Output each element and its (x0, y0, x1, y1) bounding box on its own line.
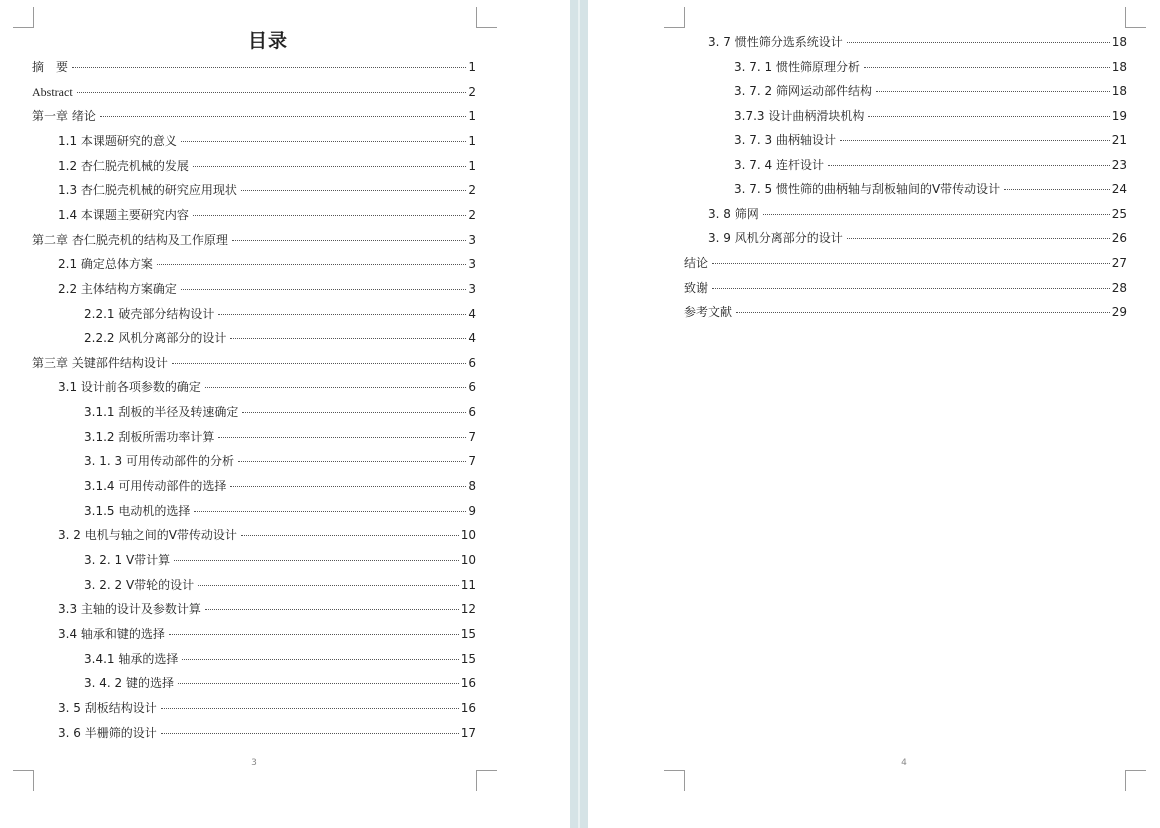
toc-entry-page-number: 1 (468, 60, 476, 74)
page-number: 3 (251, 758, 257, 768)
toc-dot-leader (847, 42, 1110, 43)
toc-entry[interactable] (58, 701, 476, 715)
toc-entry-page-number: 3 (468, 281, 476, 296)
toc-entry[interactable] (734, 60, 1127, 74)
toc-dot-leader (181, 141, 466, 142)
crop-mark-bottom-left (664, 770, 685, 791)
toc-entry-page-number: 18 (1111, 35, 1127, 49)
toc-entry[interactable] (58, 282, 476, 296)
toc-entry[interactable] (84, 331, 476, 345)
toc-entry[interactable] (84, 676, 476, 690)
toc-entry-label: 2.2.2 风机分离部分的设计 (84, 331, 227, 346)
toc-entry-page-number: 1 (468, 133, 476, 148)
toc-entry-page-number: 6 (468, 405, 476, 420)
toc-entry[interactable] (32, 233, 476, 247)
toc-dot-leader (161, 708, 459, 709)
toc-entry-page-number: 16 (460, 676, 476, 691)
toc-entry[interactable] (84, 405, 476, 419)
toc-entry-label: 3. 2 电机与轴之间的V带传动设计 (58, 528, 237, 543)
toc-entry-page-number: 9 (468, 503, 476, 518)
toc-entry-label: 第一章 绪论 (32, 109, 96, 124)
toc-entry[interactable] (708, 35, 1127, 49)
toc-entry-page-number: 17 (460, 725, 476, 740)
toc-entry-page-number: 12 (460, 602, 476, 617)
toc-dot-leader (242, 412, 466, 413)
toc-entry[interactable] (32, 109, 476, 123)
toc-entry[interactable] (84, 307, 476, 321)
toc-entry-label: 3. 7. 4 连杆设计 (734, 157, 824, 172)
toc-dot-leader (193, 166, 466, 167)
toc-entry-page-number: 2 (468, 207, 476, 222)
toc-entry[interactable] (58, 159, 476, 173)
toc-entry[interactable] (84, 504, 476, 518)
toc-entry[interactable] (684, 305, 1127, 319)
toc-dot-leader (241, 535, 459, 536)
toc-entry-label: 3. 2. 2 V带轮的设计 (84, 577, 195, 592)
toc-entry[interactable] (58, 183, 476, 197)
toc-entry-label: 3. 7. 2 筛网运动部件结构 (734, 84, 872, 99)
toc-entry[interactable] (84, 479, 476, 493)
toc-entry[interactable] (32, 60, 476, 74)
toc-entry-page-number: 16 (460, 700, 476, 715)
toc-entry-page-number: 6 (468, 380, 476, 395)
toc-entry[interactable] (708, 207, 1127, 221)
toc-entry-label: 3. 5 刮板结构设计 (58, 700, 157, 715)
toc-entry[interactable] (84, 454, 476, 468)
toc-entry[interactable] (708, 231, 1127, 245)
document-page-right (588, 0, 1160, 828)
toc-entry-label: 2.1 确定总体方案 (58, 257, 153, 272)
toc-entry-label: 3.1.2 刮板所需功率计算 (84, 429, 215, 444)
document-page-left (0, 0, 570, 828)
toc-dot-leader (868, 116, 1109, 117)
toc-entry-page-number: 18 (1111, 84, 1127, 99)
toc-entry[interactable] (58, 602, 476, 616)
toc-dot-leader (193, 215, 466, 216)
toc-entry-label: 1.3 杏仁脱壳机械的研究应用现状 (58, 183, 237, 198)
toc-entry-label: 3. 9 风机分离部分的设计 (708, 231, 843, 246)
toc-entry-page-number: 10 (460, 528, 476, 543)
toc-entry-label: 2.2 主体结构方案确定 (58, 281, 177, 296)
toc-entry-page-number: 1 (468, 109, 476, 124)
toc-entry-page-number: 28 (1111, 280, 1127, 295)
toc-dot-leader (238, 461, 466, 462)
toc-dot-leader (194, 511, 466, 512)
toc-dot-leader (840, 140, 1110, 141)
toc-entry-label: 1.4 本课题主要研究内容 (58, 207, 189, 222)
toc-entry[interactable] (58, 528, 476, 542)
toc-entry-label: 结论 (684, 255, 709, 270)
toc-entry-label: 3. 7 惯性筛分选系统设计 (708, 35, 843, 49)
crop-mark-top-right (1125, 7, 1146, 28)
toc-dot-leader (864, 67, 1110, 68)
toc-entry[interactable] (684, 256, 1127, 270)
toc-entry-page-number: 15 (460, 651, 476, 666)
toc-entry-label: 3. 7. 3 曲柄轴设计 (734, 133, 836, 148)
toc-entry-page-number: 1 (468, 158, 476, 173)
toc-entry-label: Abstract (32, 84, 73, 99)
toc-entry-page-number: 2 (468, 183, 476, 198)
toc-entry-page-number: 7 (468, 454, 476, 469)
toc-dot-leader (182, 659, 458, 660)
toc-entry-page-number: 18 (1111, 59, 1127, 74)
toc-dot-leader (205, 609, 459, 610)
toc-dot-leader (712, 263, 1110, 264)
toc-entry-label: 3.1.4 可用传动部件的选择 (84, 479, 227, 494)
toc-dot-leader (100, 116, 467, 117)
toc-entry[interactable] (684, 281, 1127, 295)
toc-dot-leader (161, 733, 459, 734)
toc-dot-leader (157, 264, 466, 265)
crop-mark-bottom-right (476, 770, 497, 791)
toc-entry-page-number: 21 (1111, 133, 1127, 148)
crop-mark-bottom-left (13, 770, 34, 791)
toc-dot-leader (736, 312, 1110, 313)
toc-entry-page-number: 7 (468, 429, 476, 444)
toc-dot-leader (198, 585, 459, 586)
toc-entry-page-number: 4 (468, 306, 476, 321)
toc-entry-page-number: 23 (1111, 157, 1127, 172)
toc-title: 目录 (247, 30, 288, 52)
toc-entry-label: 3. 6 半栅筛的设计 (58, 725, 157, 740)
toc-dot-leader (218, 437, 466, 438)
toc-entry-label: 3.3 主轴的设计及参数计算 (58, 602, 201, 617)
toc-entry[interactable] (58, 257, 476, 271)
toc-entry-label: 第二章 杏仁脱壳机的结构及工作原理 (32, 232, 228, 247)
crop-mark-bottom-right (1125, 770, 1146, 791)
toc-dot-leader (218, 314, 466, 315)
toc-entry-label: 3. 8 筛网 (708, 206, 759, 221)
gutter-highlight (578, 0, 580, 828)
toc-entry-label: 3. 2. 1 V带计算 (84, 553, 171, 567)
toc-entry[interactable] (58, 208, 476, 222)
toc-dot-leader (1004, 189, 1110, 190)
toc-entry[interactable] (58, 726, 476, 740)
toc-entry-page-number: 25 (1111, 206, 1127, 221)
toc-dot-leader (72, 67, 466, 68)
toc-entry-label: 3.7.3 设计曲柄滑块机构 (734, 108, 865, 123)
toc-dot-leader (241, 190, 466, 191)
toc-entry-label: 3. 7. 5 惯性筛的曲柄轴与刮板轴间的V带传动设计 (734, 182, 1001, 197)
toc-entry[interactable] (734, 84, 1127, 98)
toc-entry-page-number: 29 (1111, 305, 1127, 320)
toc-entry-label: 3.1.5 电动机的选择 (84, 503, 191, 518)
crop-mark-top-left (664, 7, 685, 28)
toc-dot-leader (172, 363, 467, 364)
toc-entry[interactable] (58, 627, 476, 641)
toc-entry-page-number: 19 (1111, 108, 1127, 123)
page-number: 4 (901, 758, 907, 768)
toc-dot-leader (763, 214, 1110, 215)
toc-entry-label: 3. 1. 3 可用传动部件的分析 (84, 454, 234, 469)
crop-mark-top-left (13, 7, 34, 28)
toc-entry-label: 参考文献 (684, 305, 733, 320)
toc-entry[interactable] (58, 380, 476, 394)
toc-entry-page-number: 15 (460, 626, 476, 641)
toc-entry-label: 3.1 设计前各项参数的确定 (58, 380, 201, 395)
toc-entry[interactable] (84, 553, 476, 567)
toc-entry-page-number: 24 (1111, 182, 1127, 197)
toc-entry-label: 3.4.1 轴承的选择 (84, 651, 179, 666)
toc-entry[interactable] (84, 578, 476, 592)
toc-entry-page-number: 2 (468, 84, 476, 99)
toc-entry-page-number: 3 (468, 232, 476, 247)
toc-entry[interactable] (734, 158, 1127, 172)
toc-entry-page-number: 26 (1111, 231, 1127, 246)
toc-entry-label: 1.2 杏仁脱壳机械的发展 (58, 158, 189, 173)
toc-entry[interactable] (734, 133, 1127, 147)
toc-entry-label: 3. 4. 2 键的选择 (84, 676, 174, 691)
toc-entry[interactable] (734, 182, 1127, 196)
toc-entry[interactable] (32, 85, 476, 99)
toc-dot-leader (77, 92, 467, 93)
toc-dot-leader (876, 91, 1110, 92)
toc-dot-leader (169, 634, 459, 635)
toc-entry-page-number: 4 (468, 331, 476, 346)
toc-dot-leader (230, 486, 466, 487)
toc-dot-leader (232, 240, 467, 241)
toc-dot-leader (847, 238, 1110, 239)
toc-dot-leader (174, 560, 459, 561)
crop-mark-top-right (476, 7, 497, 28)
toc-entry-page-number: 27 (1111, 255, 1127, 270)
toc-entry[interactable] (32, 356, 476, 370)
toc-dot-leader (181, 289, 466, 290)
toc-entry-page-number: 10 (460, 553, 476, 567)
toc-entry[interactable] (734, 109, 1127, 123)
toc-dot-leader (712, 288, 1110, 289)
toc-entry-page-number: 3 (468, 257, 476, 272)
toc-entry-label: 3.4 轴承和键的选择 (58, 626, 165, 641)
toc-entry-label: 3.1.1 刮板的半径及转速确定 (84, 405, 239, 420)
toc-entry-label: 致谢 (684, 280, 709, 295)
toc-entry-label: 3. 7. 1 惯性筛原理分析 (734, 59, 860, 74)
toc-entry[interactable] (58, 134, 476, 148)
toc-entry-label: 1.1 本课题研究的意义 (58, 133, 177, 148)
toc-entry-label: 2.2.1 破壳部分结构设计 (84, 306, 215, 321)
toc-entry[interactable] (84, 430, 476, 444)
toc-dot-leader (178, 683, 459, 684)
toc-entry[interactable] (84, 652, 476, 666)
toc-dot-leader (205, 387, 466, 388)
toc-dot-leader (230, 338, 466, 339)
toc-entry-label: 第三章 关键部件结构设计 (32, 355, 168, 370)
toc-entry-page-number: 8 (468, 479, 476, 494)
toc-entry-page-number: 6 (468, 355, 476, 370)
toc-entry-label: 摘 要 (32, 60, 69, 74)
toc-dot-leader (828, 165, 1110, 166)
toc-entry-page-number: 11 (460, 577, 476, 592)
